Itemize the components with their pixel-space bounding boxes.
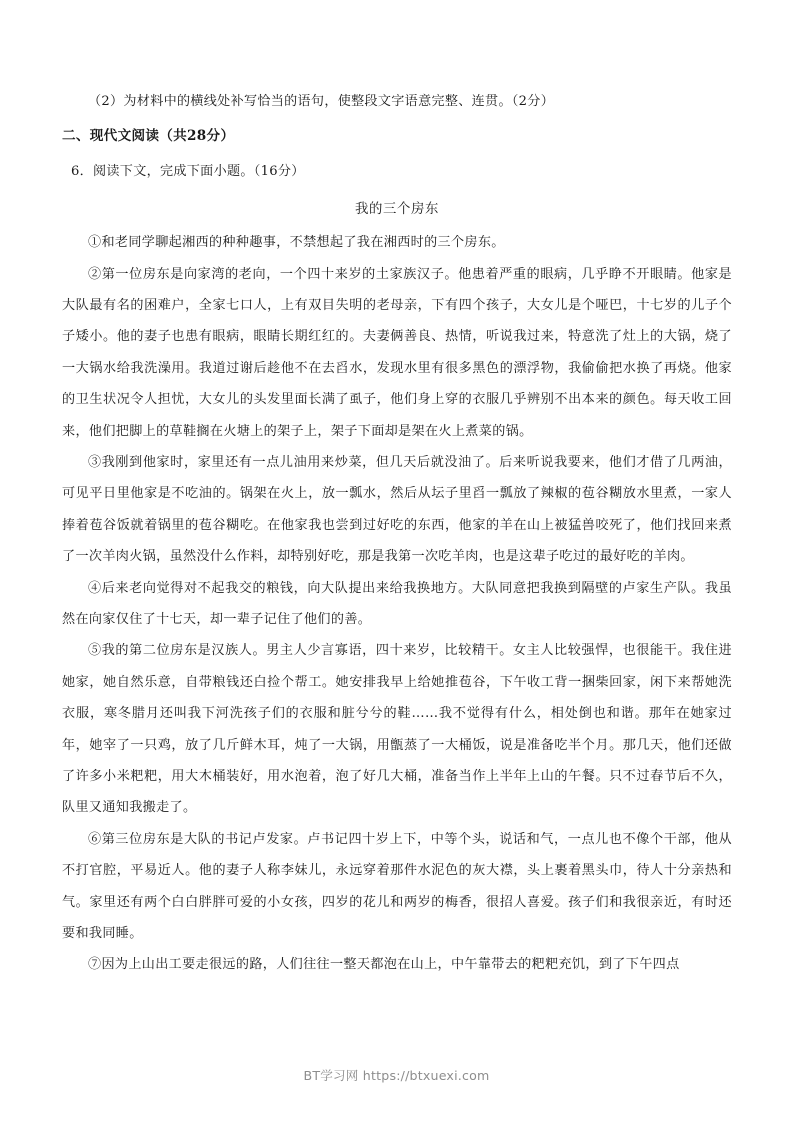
section-heading: 二、现代文阅读（共28分）: [62, 128, 235, 145]
footer-watermark: BT学习网 https://btxuexi.com: [303, 1068, 490, 1083]
article-paragraph-1: ①和老同学聊起湘西的种种趣事，不禁想起了我在湘西时的三个房东。: [88, 235, 505, 251]
question-6-line: 6．阅读下文，完成下面小题。（16分）: [71, 163, 305, 179]
document-content: [62, 86, 732, 981]
article-paragraph-5: ⑤我的第二位房东是汉族人。男主人少言寡语，四十来岁，比较精干。女主人比较强悍，也很能干。我住进她家，她自然乐意，自带粮钱还白捡个帮工。她安排我早上给她推苞谷，下午收工背一捆柴回家，闲下来帮她洗衣服，寒冬腊月还叫我下河洗孩子们的衣服和脏兮兮的鞋……我不觉得有什么，相处倒也和谐。那年在她家过年，她宰了一只鸡，放了几斤鲜木耳，炖了一大锅，用甑蒸了一大桶饭，说是准备吃半个月。那几天，他们还做了许多小米粑粑，用大木桶装好，用水泡着，泡了好几大桶，准备当作上半年上山的午餐。只不过春节后不久，队里又通知我搬走了。: [62, 643, 732, 816]
article-paragraph-3: ③我刚到他家时，家里还有一点儿油用来炒菜，但几天后就没油了。后来听说我要来，他们才借了几两油，可见平日里他家是不吃油的。锅架在火上，放一瓢水，然后从坛子里舀一瓢放了辣椒的苞谷糊放水里煮，一家人捧着苞谷饭就着锅里的苞谷糊吃。在他家我也尝到过好吃的东西，他家的羊在山上被猛兽咬死了，他们找回来煮了一次羊肉火锅，虽然没什么作料，却特别好吃，那是我第一次吃羊肉，也是这辈子吃过的最好吃的羊肉。: [62, 454, 732, 565]
article-paragraph-7: ⑦因为上山出工要走很远的路，人们往往一整天都泡在山上，中午靠带去的粑粑充饥，到了下午四点: [88, 957, 680, 973]
article-paragraph-2: ②第一位房东是向家湾的老向，一个四十来岁的土家族汉子。他患着严重的眼病，几乎睁不开眼睛。他家是大队最有名的困难户，全家七口人，上有双目失明的老母亲，下有四个孩子，大女儿是个哑巴，十七岁的儿子个子矮小。他的妻子也患有眼病，眼睛长期红红的。夫妻俩善良、热情，听说我过来，特意洗了灶上的大锅，烧了一大锅水给我洗澡用。我道过谢后趁他不在去舀水，发现水里有很多黑色的漂浮物，我偷偷把水换了再烧。他家的卫生状况令人担忧，大女儿的头发里面长满了虱子，他们身上穿的衣服几乎辨别不出本来的颜色。每天收工回来，他们把脚上的草鞋搁在火塘上的架子上，架子下面却是架在火上煮菜的锅。: [62, 266, 732, 439]
sub-question-line: （2）为材料中的横线处补写恰当的语句，使整段文字语意完整、连贯。（2分）: [88, 94, 555, 109]
article-paragraph-4: ④后来老向觉得对不起我交的粮钱，向大队提出来给我换地方。大队同意把我换到隔壁的卢家生产队。我虽然在向家仅住了十七天，却一辈子记住了他们的善。: [62, 580, 732, 627]
article-paragraph-6: ⑥第三位房东是大队的书记卢发家。卢书记四十岁上下，中等个头，说话和气，一点儿也不像个干部，他从不打官腔，平易近人。他的妻子人称李妹儿，永远穿着那件水泥色的灰大襟，头上裹着黑头巾，待人十分亲热和气。家里还有两个白白胖胖可爱的小女孩，四岁的花儿和两岁的梅香，很招人喜爱。孩子们和我很亲近，有时还要和我同睡。: [62, 831, 732, 942]
article-title: 我的三个房东: [355, 201, 439, 217]
